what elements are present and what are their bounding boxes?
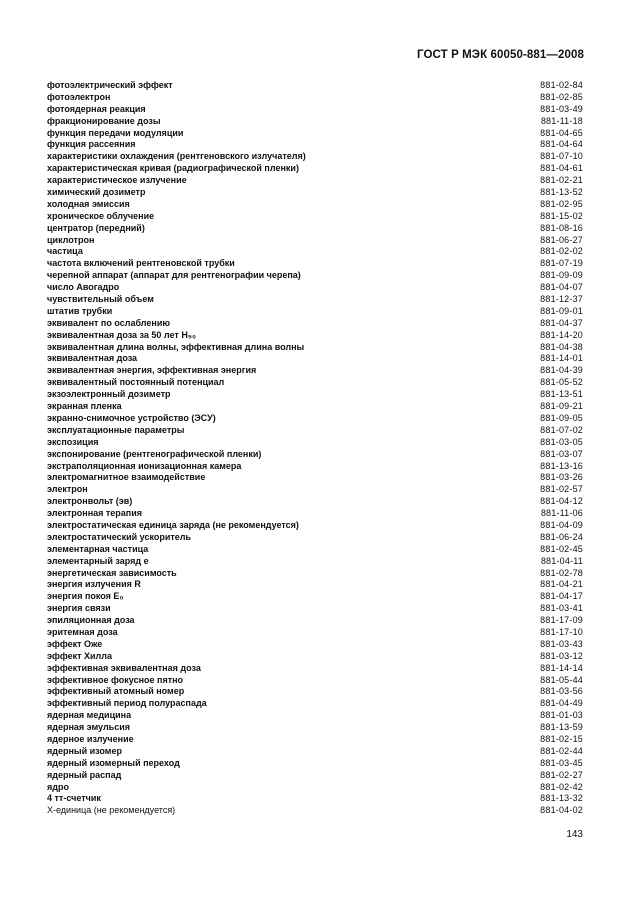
index-code: 881-02-95 <box>540 198 583 209</box>
index-code: 881-14-20 <box>540 329 583 340</box>
index-term: элементарная частица <box>47 543 149 554</box>
index-code: 881-13-51 <box>540 389 583 400</box>
index-code: 881-07-10 <box>540 151 583 162</box>
index-code: 881-03-56 <box>540 686 583 697</box>
index-term: ядерная эмульсия <box>47 722 130 733</box>
index-code: 881-02-84 <box>540 80 583 90</box>
index-entry <box>47 698 583 710</box>
index-term: эффективное фокусное пятно <box>47 674 184 685</box>
index-code: 881-05-44 <box>540 674 583 685</box>
index-code: 881-04-12 <box>540 496 583 507</box>
index-entry <box>47 710 583 722</box>
index-code: 881-04-49 <box>540 698 583 709</box>
index-entry <box>47 353 583 365</box>
index-entry <box>47 425 583 437</box>
index-entry <box>47 793 583 805</box>
index-term: эквивалентная доза за 50 лет H₅₀ <box>47 329 197 340</box>
index-term: экстраполяционная ионизационная камера <box>47 460 242 471</box>
index-entry <box>47 128 583 140</box>
index-term: эпиляционная доза <box>47 615 135 626</box>
index-code: 881-03-05 <box>540 436 583 447</box>
index-entry <box>47 235 583 247</box>
index-code: 881-09-01 <box>540 305 583 316</box>
index-code: 881-02-27 <box>540 769 583 780</box>
index-term: экзоэлектронный дозиметр <box>47 389 171 400</box>
index-code: 881-13-59 <box>540 722 583 733</box>
index-term: электрон <box>47 484 88 495</box>
index-entry <box>47 805 583 817</box>
index-code: 881-07-19 <box>540 258 583 269</box>
index-term: характеристическое излучение <box>47 175 187 186</box>
index-term: эксплуатационные параметры <box>47 424 185 435</box>
index-code: 881-03-49 <box>540 103 583 114</box>
index-entry <box>47 472 583 484</box>
index-code: 881-08-16 <box>540 222 583 233</box>
index-entry <box>47 686 583 698</box>
index-code: 881-02-15 <box>540 733 583 744</box>
index-entry <box>47 211 583 223</box>
index-code: 881-03-43 <box>540 638 583 649</box>
index-term: химический дозиметр <box>47 187 146 198</box>
index-code: 881-04-09 <box>540 519 583 530</box>
index-term: циклотрон <box>47 234 95 245</box>
index-entry <box>47 175 583 187</box>
index-term: электростатическая единица заряда (не рекомендуется) <box>47 519 299 530</box>
index-term: эквивалентная энергия, эффективная энергия <box>47 365 257 376</box>
index-code: 881-02-78 <box>540 567 583 578</box>
index-code: 881-02-57 <box>540 484 583 495</box>
index-term: число Авогадро <box>47 282 120 293</box>
index-entry <box>47 246 583 258</box>
index-entry <box>47 532 583 544</box>
index-entry <box>47 413 583 425</box>
index-term: эквивалент по ослаблению <box>47 317 171 328</box>
index-term: фотоэлектрон <box>47 91 111 102</box>
index-code: 881-02-85 <box>540 91 583 102</box>
index-term: экспозиция <box>47 436 99 447</box>
index-entry <box>47 80 583 92</box>
index-term: энергия связи <box>47 603 111 614</box>
index-code: 881-06-24 <box>540 531 583 542</box>
index-entry <box>47 639 583 651</box>
index-entry <box>47 461 583 473</box>
index-entry <box>47 663 583 675</box>
index-code: 881-03-26 <box>540 472 583 483</box>
index-code: 881-04-39 <box>540 365 583 376</box>
index-code: 881-01-03 <box>540 710 583 721</box>
index-entry <box>47 544 583 556</box>
index-code: 881-02-42 <box>540 781 583 792</box>
index-entry <box>47 318 583 330</box>
index-entry <box>47 187 583 199</box>
index-term: фотоэлектрический эффект <box>47 80 173 90</box>
index-term: чувствительный объем <box>47 294 154 305</box>
index-code: 881-04-64 <box>540 139 583 150</box>
index-entry <box>47 389 583 401</box>
index-term: эффективный период полураспада <box>47 698 207 709</box>
index-entry <box>47 591 583 603</box>
index-term: ядерный изомер <box>47 745 122 756</box>
index-term: черепной аппарат (аппарат для рентгенографии черепа) <box>47 270 301 281</box>
index-entry <box>47 568 583 580</box>
index-term: электронная терапия <box>47 508 143 519</box>
index-entry <box>47 508 583 520</box>
index-entry <box>47 782 583 794</box>
index-code: 881-02-21 <box>540 175 583 186</box>
index-term: характеристики охлаждения (рентгеновского излучателя) <box>47 151 306 162</box>
index-code: 881-17-10 <box>540 626 583 637</box>
term-index-list <box>47 80 583 817</box>
index-entry <box>47 520 583 532</box>
index-code: 881-03-41 <box>540 603 583 614</box>
index-code: 881-05-52 <box>540 377 583 388</box>
index-term: эквивалентный постоянный потенциал <box>47 377 225 388</box>
index-entry <box>47 104 583 116</box>
index-term: фракционирование дозы <box>47 115 161 126</box>
index-term: энергетическая зависимость <box>47 567 177 578</box>
index-entry <box>47 365 583 377</box>
index-code: 881-04-07 <box>540 282 583 293</box>
index-term: элементарный заряд e <box>47 555 149 566</box>
index-entry <box>47 258 583 270</box>
index-code: 881-04-21 <box>540 579 583 590</box>
index-term: функция передачи модуляции <box>47 127 184 138</box>
index-term: Х-единица (не рекомендуется) <box>47 805 176 816</box>
index-entry <box>47 294 583 306</box>
index-term: частица <box>47 246 83 257</box>
index-code: 881-03-45 <box>540 757 583 768</box>
index-term: энергия излучения R <box>47 579 141 590</box>
index-entry <box>47 556 583 568</box>
document-header: ГОСТ Р МЭК 60050-881—2008 <box>417 49 584 61</box>
index-entry <box>47 330 583 342</box>
index-term: эквивалентная доза <box>47 353 138 364</box>
index-code: 881-11-06 <box>540 508 583 519</box>
index-code: 881-07-02 <box>540 424 583 435</box>
index-entry <box>47 758 583 770</box>
index-code: 881-14-14 <box>540 662 583 673</box>
index-entry <box>47 627 583 639</box>
index-entry <box>47 270 583 282</box>
index-entry <box>47 223 583 235</box>
index-entry <box>47 579 583 591</box>
index-term: функция рассеяния <box>47 139 136 150</box>
index-entry <box>47 282 583 294</box>
index-term: штатив трубки <box>47 305 113 316</box>
index-code: 881-09-09 <box>540 270 583 281</box>
index-term: ядерная медицина <box>47 710 132 721</box>
index-entry <box>47 306 583 318</box>
index-entry <box>47 116 583 128</box>
index-code: 881-13-52 <box>540 187 583 198</box>
index-code: 881-13-32 <box>540 793 583 804</box>
index-term: экранно-снимочное устройство (ЭСУ) <box>47 412 216 423</box>
index-code: 881-12-37 <box>540 294 583 305</box>
index-entry <box>47 496 583 508</box>
index-entry <box>47 603 583 615</box>
index-entry <box>47 734 583 746</box>
index-entry <box>47 163 583 175</box>
index-term: электронвольт (эв) <box>47 496 133 507</box>
index-term: ядерное излучение <box>47 733 134 744</box>
index-code: 881-04-65 <box>540 127 583 138</box>
index-code: 881-11-18 <box>540 115 583 126</box>
index-code: 881-04-02 <box>540 805 583 816</box>
index-code: 881-09-05 <box>540 412 583 423</box>
index-code: 881-02-02 <box>540 246 583 257</box>
index-entry <box>47 377 583 389</box>
index-term: частота включений рентгеновской трубки <box>47 258 235 269</box>
index-entry <box>47 92 583 104</box>
index-code: 881-14-01 <box>540 353 583 364</box>
index-term: ядерный распад <box>47 769 122 780</box>
index-entry <box>47 342 583 354</box>
index-term: центратор (передний) <box>47 222 145 233</box>
index-term: экспонирование (рентгенографической пленки) <box>47 448 262 459</box>
index-code: 881-13-16 <box>540 460 583 471</box>
index-entry <box>47 615 583 627</box>
index-term: эквивалентная длина волны, эффективная длина волны <box>47 341 305 352</box>
index-term: фотоядерная реакция <box>47 103 146 114</box>
index-entry <box>47 139 583 151</box>
index-entry <box>47 199 583 211</box>
index-term: эффект Хилла <box>47 650 112 661</box>
index-entry <box>47 770 583 782</box>
index-code: 881-06-27 <box>540 234 583 245</box>
index-term: эффективная эквивалентная доза <box>47 662 201 673</box>
index-entry <box>47 746 583 758</box>
index-term: эффективный атомный номер <box>47 686 185 697</box>
index-code: 881-09-21 <box>540 401 583 412</box>
index-term: ядро <box>47 781 69 792</box>
index-code: 881-15-02 <box>540 210 583 221</box>
index-code: 881-04-37 <box>540 317 583 328</box>
index-entry <box>47 401 583 413</box>
index-term: эффект Оже <box>47 638 103 649</box>
index-entry <box>47 449 583 461</box>
index-code: 881-02-45 <box>540 543 583 554</box>
index-code: 881-04-17 <box>540 591 583 602</box>
index-term: хроническое облучение <box>47 210 155 221</box>
page-number: 143 <box>566 829 583 840</box>
index-code: 881-04-61 <box>540 163 583 174</box>
index-term: электростатический ускоритель <box>47 531 192 542</box>
index-entry <box>47 151 583 163</box>
index-code: 881-04-11 <box>540 555 583 566</box>
index-entry <box>47 437 583 449</box>
index-entry <box>47 484 583 496</box>
index-term: характеристическая кривая (радиографической пленки) <box>47 163 299 174</box>
index-term: энергия покоя E₀ <box>47 591 124 602</box>
index-term: экранная пленка <box>47 401 122 412</box>
index-term: эритемная доза <box>47 626 118 637</box>
index-code: 881-02-44 <box>540 745 583 756</box>
index-code: 881-03-07 <box>540 448 583 459</box>
index-term: ядерный изомерный переход <box>47 757 180 768</box>
index-code: 881-03-12 <box>540 650 583 661</box>
index-code: 881-17-09 <box>540 615 583 626</box>
index-code: 881-04-38 <box>540 341 583 352</box>
index-entry <box>47 722 583 734</box>
index-entry <box>47 675 583 687</box>
index-term: холодная эмиссия <box>47 198 130 209</box>
index-term: электромагнитное взаимодействие <box>47 472 206 483</box>
index-term: 4 тт-счетчик <box>47 793 101 804</box>
index-entry <box>47 651 583 663</box>
